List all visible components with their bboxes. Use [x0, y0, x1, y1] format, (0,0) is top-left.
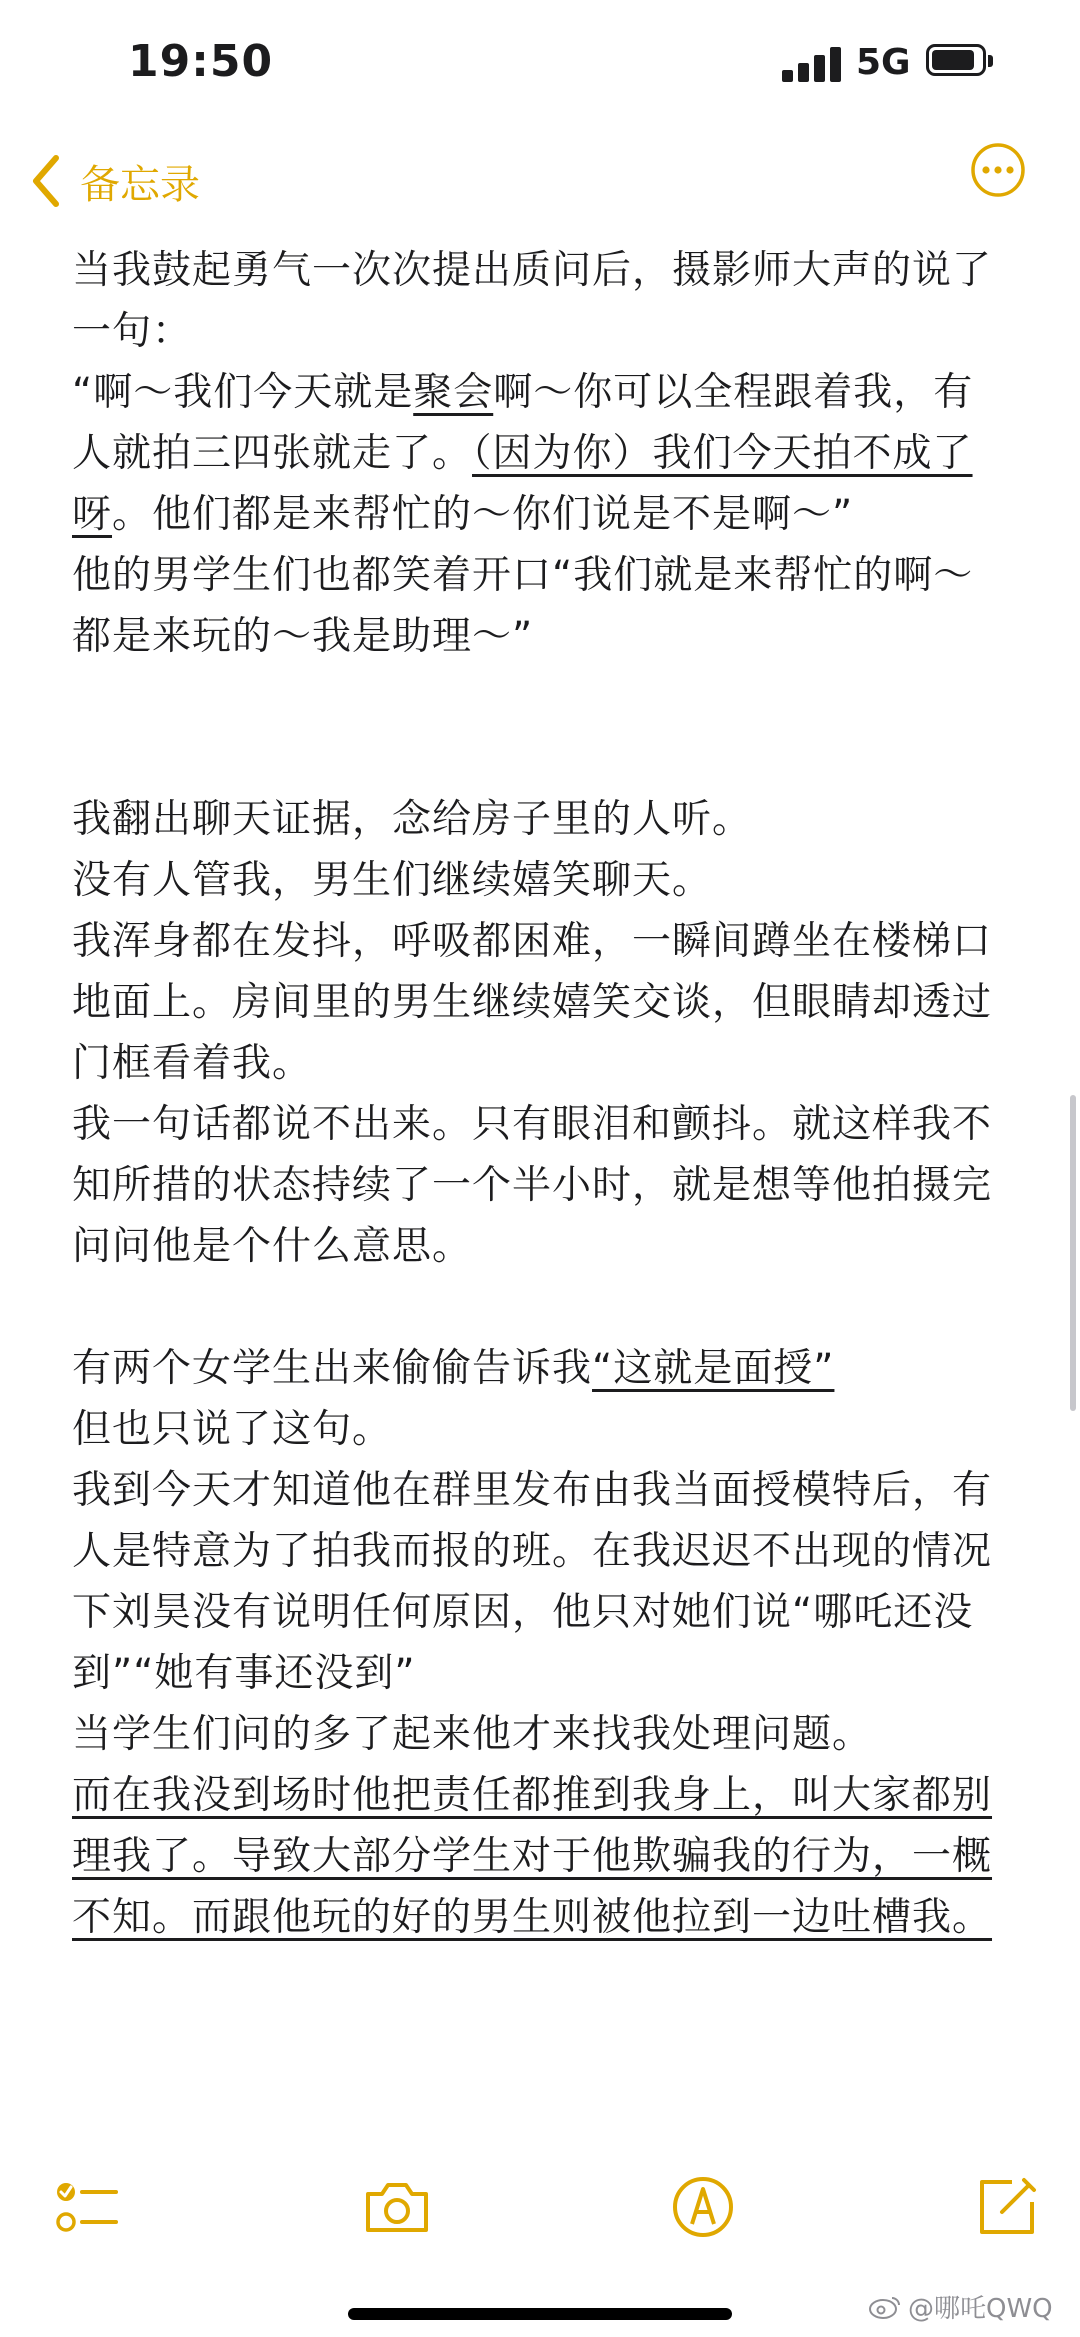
weibo-watermark — [868, 2288, 1053, 2325]
network-type: 5G — [856, 42, 911, 83]
back-label: 备忘录 — [80, 161, 200, 208]
compose-icon[interactable] — [972, 2172, 1042, 2242]
status-bar — [0, 0, 1080, 130]
note-line: 我到今天才知道他在群里发布由我当面授模特后，有人是特意为了拍我而报的班。在我迟迟不出现的情况下刘昊没有说明任何原因，他只对她们说“哪吒还没到”“她有事还没到” — [72, 1468, 993, 1696]
watermark-text: @哪吒QWQ — [908, 2294, 1053, 2324]
checklist-icon[interactable] — [52, 2172, 122, 2242]
note-line-underlined: 而在我没到场时他把责任都推到我身上，叫大家都别理我了。导致大部分学生对于他欺骗我的行为，一概不知。而跟他玩的好的男生则被他拉到一边吐槽我。 — [72, 1773, 993, 1940]
note-line: 没有人管我，男生们继续嬉笑聊天。 — [72, 858, 713, 903]
note-body[interactable] — [72, 240, 1012, 1948]
bottom-toolbar — [0, 2160, 1080, 2250]
underlined-text: （因为你）我们今天拍不成了呀 — [72, 431, 973, 537]
chevron-left-icon — [30, 154, 62, 208]
cellular-signal-icon — [782, 44, 842, 82]
note-line: 我浑身都在发抖，呼吸都困难，一瞬间蹲坐在楼梯口地面上。房间里的男生继续嬉笑交谈，但眼睛却透过门框看着我。 — [72, 919, 993, 1086]
battery-icon — [926, 44, 998, 80]
more-icon[interactable] — [970, 142, 1026, 198]
home-indicator[interactable] — [348, 2308, 732, 2320]
status-time: 19:50 — [128, 36, 274, 87]
note-line: “啊～我们今天就是聚会啊～你可以全程跟着我，有人就拍三四张就走了。（因为你）我们今天拍不成了呀。他们都是来帮忙的～你们说是不是啊～” — [72, 370, 974, 537]
note-line: 但也只说了这句。 — [72, 1407, 393, 1452]
back-button[interactable] — [30, 146, 200, 216]
weibo-icon — [868, 2294, 902, 2320]
note-line: 有两个女学生出来偷偷告诉我“这就是面授” — [72, 1346, 835, 1391]
scroll-indicator[interactable] — [1070, 1095, 1076, 1411]
underlined-text: 聚会 — [413, 370, 494, 415]
underlined-text: “这就是面授” — [592, 1346, 835, 1391]
markup-icon[interactable] — [668, 2172, 738, 2242]
note-line: 我一句话都说不出来。只有眼泪和颤抖。就这样我不知所措的状态持续了一个半小时，就是想等他拍摄完问问他是个什么意思。 — [72, 1102, 993, 1269]
note-line: 当学生们问的多了起来他才来找我处理问题。 — [72, 1712, 873, 1757]
note-line: 当我鼓起勇气一次次提出质问后，摄影师大声的说了一句： — [72, 248, 993, 354]
camera-icon[interactable] — [362, 2172, 432, 2242]
note-line: 他的男学生们也都笑着开口“我们就是来帮忙的啊～都是来玩的～我是助理～” — [72, 553, 974, 659]
note-line: 我翻出聊天证据，念给房子里的人听。 — [72, 797, 753, 842]
